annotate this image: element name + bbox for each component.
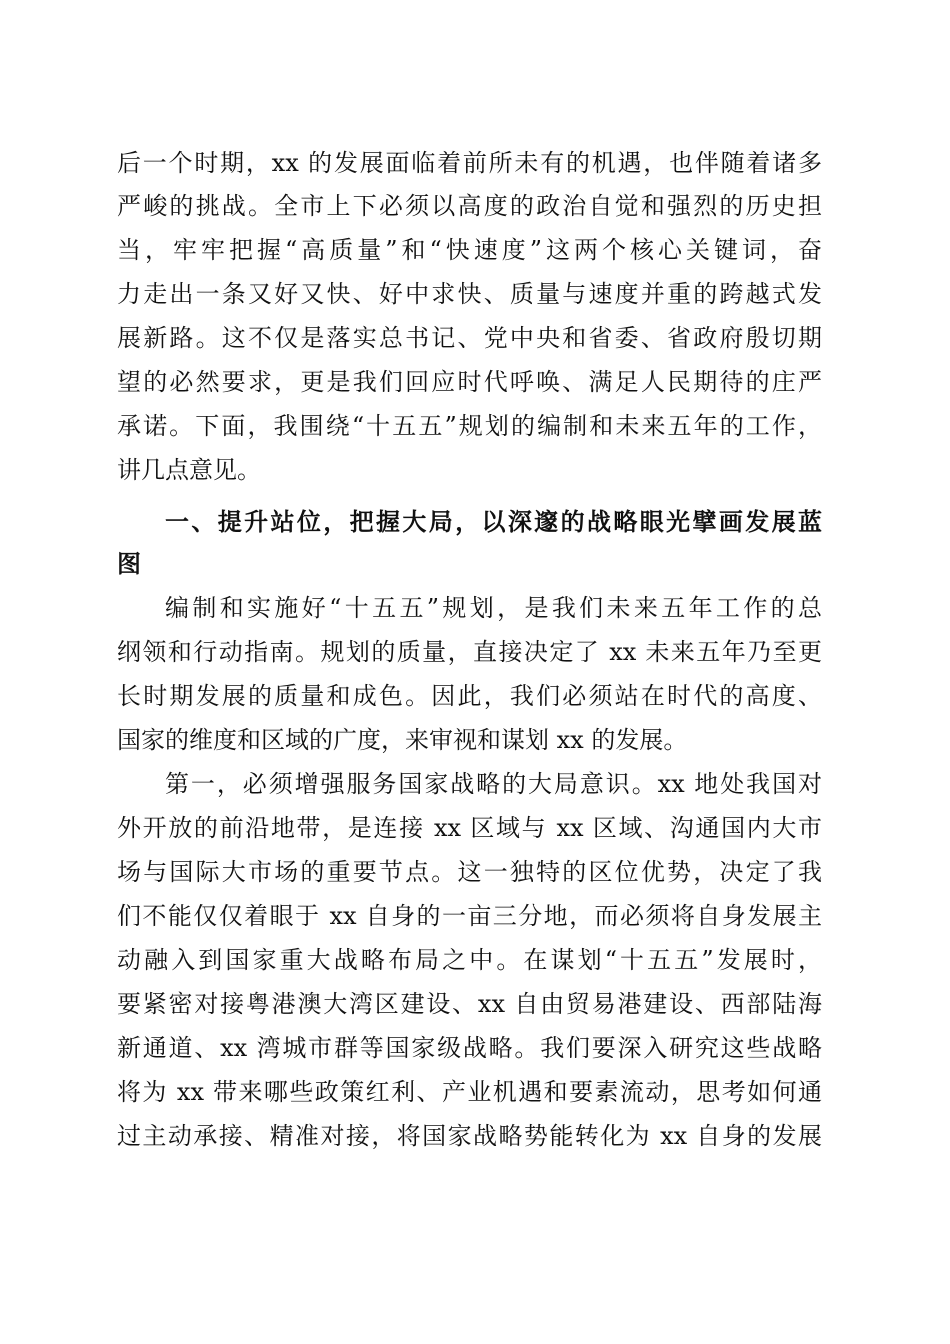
paragraph-line: 编制和实施好“十五五”规划，是我们未来五年工作的总 xyxy=(165,594,822,622)
section-heading-line: 图 xyxy=(117,550,141,578)
paragraph-line: 力走出一条又好又快、好中求快、质量与速度并重的跨越式发 xyxy=(117,280,822,308)
paragraph-line: 要紧密对接粤港澳大湾区建设、xx 自由贸易港建设、西部陆海 xyxy=(117,990,822,1018)
paragraph-line: 承诺。下面，我围绕“十五五”规划的编制和未来五年的工作， xyxy=(117,412,822,440)
paragraph-line: 将为 xx 带来哪些政策红利、产业机遇和要素流动，思考如何通 xyxy=(117,1078,822,1106)
paragraph-line: 望的必然要求，更是我们回应时代呼唤、满足人民期待的庄严 xyxy=(117,368,822,396)
paragraph-line: 外开放的前沿地带，是连接 xx 区域与 xx 区域、沟通国内大市 xyxy=(117,814,822,842)
section-heading-line: 一、提升站位，把握大局，以深邃的战略眼光擘画发展蓝 xyxy=(165,508,822,536)
paragraph-line: 动融入到国家重大战略布局之中。在谋划“十五五”发展时， xyxy=(117,946,822,974)
paragraph-line: 长时期发展的质量和成色。因此，我们必须站在时代的高度、 xyxy=(117,682,822,710)
paragraph-line: 严峻的挑战。全市上下必须以高度的政治自觉和强烈的历史担 xyxy=(117,192,822,220)
paragraph-line: 纲领和行动指南。规划的质量，直接决定了 xx 未来五年乃至更 xyxy=(117,638,822,666)
paragraph-line: 当，牢牢把握“高质量”和“快速度”这两个核心关键词，奋 xyxy=(117,236,822,264)
paragraph-line: 新通道、xx 湾城市群等国家级战略。我们要深入研究这些战略 xyxy=(117,1034,822,1062)
paragraph-line: 们不能仅仅着眼于 xx 自身的一亩三分地，而必须将自身发展主 xyxy=(117,902,822,930)
paragraph-line: 展新路。这不仅是落实总书记、党中央和省委、省政府殷切期 xyxy=(117,324,822,352)
paragraph-line: 讲几点意见。 xyxy=(117,456,261,484)
paragraph-line: 第一，必须增强服务国家战略的大局意识。xx 地处我国对 xyxy=(165,770,822,798)
paragraph-line: 过主动承接、精准对接，将国家战略势能转化为 xx 自身的发展 xyxy=(117,1122,822,1150)
paragraph-line: 后一个时期，xx 的发展面临着前所未有的机遇，也伴随着诸多 xyxy=(117,149,822,177)
paragraph-line: 国家的维度和区域的广度，来审视和谋划 xx 的发展。 xyxy=(117,726,688,754)
paragraph-line: 场与国际大市场的重要节点。这一独特的区位优势，决定了我 xyxy=(117,858,822,886)
